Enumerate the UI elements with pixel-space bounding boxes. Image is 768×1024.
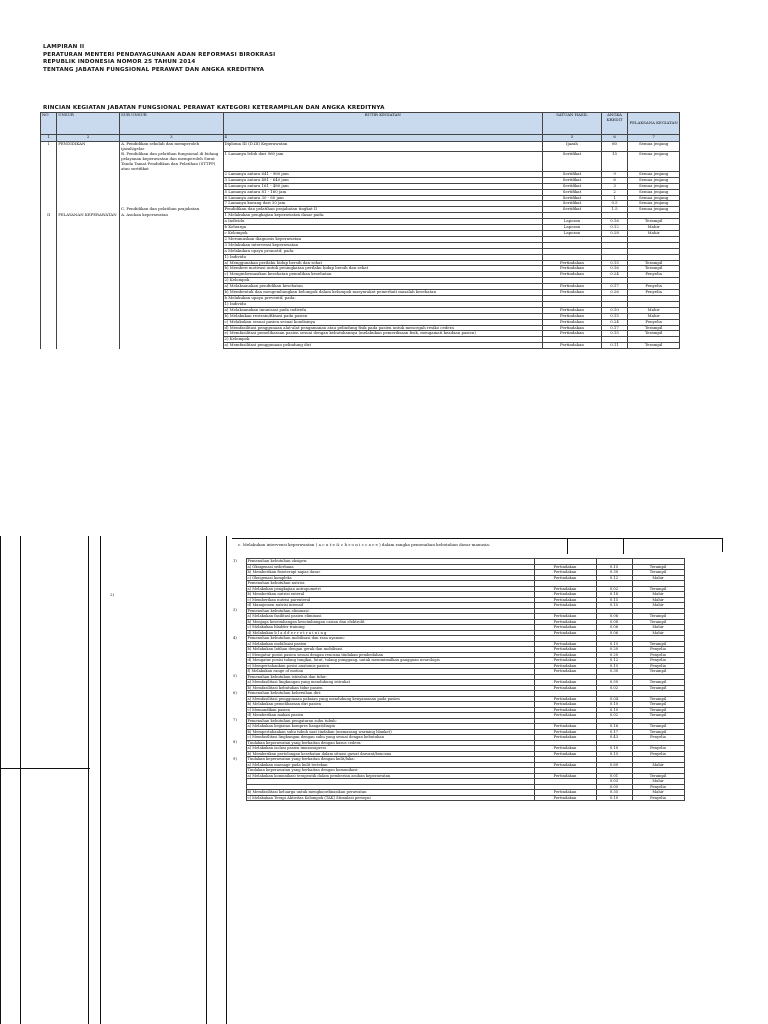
table-row — [41, 142, 680, 152]
cell-butir: Tindakan keperawatan yang berkaitan dengan kulit/luka: — [246, 757, 534, 763]
cell-pelaksana: Terampil — [632, 680, 684, 686]
cell-butir: Pemenuhan kebutuhan mobilisasi dan rasa nyaman: — [246, 636, 534, 642]
cell-butir: c Kelompok — [223, 231, 543, 237]
cell-angka-kredit: 0.02 — [596, 685, 632, 691]
cell-pelaksana: Terampil — [628, 260, 680, 266]
cell-butir: b) Melakukan pemeliharaan diri pasien — [246, 702, 534, 708]
cell-satuan: Pertindakan — [534, 795, 596, 801]
cell-satuan: Pertindakan — [543, 343, 602, 349]
cell-satuan: Pertindakan — [543, 319, 602, 325]
cell-angka-kredit: 0.15 — [596, 641, 632, 647]
document-header — [43, 44, 275, 74]
cell-pelaksana: Terampil — [632, 729, 684, 735]
cell-butir: a) Melakukan komunikasi terapeutik dalam pemberian asuhan keperawatan — [246, 773, 534, 779]
cell-satuan: Laporan — [543, 225, 602, 231]
cell-butir: a Individu — [223, 219, 543, 225]
cell-angka-kredit: 0.04 — [596, 696, 632, 702]
cell-butir: b) Menjaga keseimbangan keseimbangan cairan dan elektrolit — [246, 619, 534, 625]
cell-pelaksana: Mahir — [632, 625, 684, 631]
cell-pelaksana: Terampil — [632, 773, 684, 779]
cell-butir: d) Melakukan b l a d d e r r e t r a i n i n g — [246, 630, 534, 636]
cell-pelaksana: Semua jenjang — [628, 195, 680, 201]
col-num: 4 — [223, 135, 543, 142]
cell-pelaksana: Terampil — [628, 343, 680, 349]
cell-satuan: Pertindakan — [534, 729, 596, 735]
cell-angka-kredit: 0.24 — [601, 319, 627, 325]
cell-pelaksana: Penyelia — [632, 663, 684, 669]
cell-angka-kredit: 0.16 — [596, 724, 632, 730]
cell-pelaksana: Terampil — [632, 641, 684, 647]
cell-angka-kredit: 0.17 — [601, 284, 627, 290]
cell-angka-kredit: 0.5 — [601, 201, 627, 207]
cell-angka-kredit: 0.17 — [596, 729, 632, 735]
cell-sub-unsur: A. Pendidikan sekolah dan memperoleh ijazah/gelar — [120, 142, 223, 152]
cell-satuan: Sertifikat — [543, 171, 602, 177]
cell-satuan: Pertindakan — [534, 762, 596, 768]
cell-satuan: Pertindakan — [534, 619, 596, 625]
cell-pelaksana: Mahir — [628, 313, 680, 319]
cell-butir: a) Melakukan mobilisasi pasien — [246, 641, 534, 647]
cell-satuan: Pertindakan — [534, 751, 596, 757]
cell-pelaksana: Penyelia — [628, 290, 680, 296]
cell-pelaksana: Penyelia — [632, 735, 684, 741]
cell-mark: 7) — [233, 718, 237, 722]
cell-angka-kredit: 0.02 — [596, 713, 632, 719]
cell-butir: b) Membentuk dan mengembangkan kelompok dalam kelompok masyarakat pemerhati masalah kesehatan — [223, 290, 543, 296]
cell-butir: e) Mempertahankan posisi anatomis pasien — [246, 663, 534, 669]
cell-mark: 1) — [233, 558, 237, 563]
cell-angka-kredit: 0.10 — [596, 702, 632, 708]
cell-pelaksana: Mahir — [632, 630, 684, 636]
cell-satuan: Sertifikat — [543, 195, 602, 201]
table-row — [232, 795, 684, 801]
cell-angka-kredit: 0.16 — [601, 219, 627, 225]
cell-butir: Tindakan keperawatan yang berkaitan dengan komunikasi: — [246, 768, 534, 774]
cell-butir: c) Oksigenasi kompleks — [246, 575, 534, 581]
cell-butir: a) Melaksanakan pendidikan kesehatan — [223, 284, 543, 290]
cell-butir: a) Melakukan pengkajian antropometri — [246, 586, 534, 592]
cell-angka-kredit: 3 — [601, 183, 627, 189]
cell-satuan: Pertindakan — [534, 735, 596, 741]
cell-angka-kredit: 0.10 — [596, 746, 632, 752]
cell-pelaksana: Penyelia — [632, 652, 684, 658]
cell-butir: b) Melakukan latihan dengan gerak dan mobilisasi — [246, 647, 534, 653]
cell-butir: 2) Kelompok — [223, 337, 543, 343]
cell-satuan: Pertindakan — [534, 564, 596, 570]
cell-angka-kredit: 60 — [601, 142, 627, 152]
cell-satuan: Pertindakan — [534, 597, 596, 603]
cell-butir: Pemenuhan kebutuhan nutrisi: — [246, 581, 534, 587]
cell-pelaksana: Mahir — [628, 231, 680, 237]
cell-angka-kredit: 0.11 — [601, 343, 627, 349]
cell-butir: Pemenuhan kebutuhan eliminasi: — [246, 608, 534, 614]
cell-butir: b) Memfasilitasi keluarga untuk mengkoordinasikan perawatan — [246, 790, 534, 796]
cell-sub-unsur: B. Pendidikan dan pelatihan fungsional di bidang pelayanan keperawatan dan memperoleh Surat Tanda Tamat Pendidikan dan Pelatihan (STTPP) atau sertifikat — [120, 152, 223, 172]
cell-butir: b) Memfasilitasi kebutuhan tidur pasien — [246, 685, 534, 691]
cell-satuan: Sertifikat — [543, 183, 602, 189]
cell-pelaksana: Mahir — [632, 597, 684, 603]
cell-butir: a) Melakukan fasilitasi pasien eliminasi — [246, 614, 534, 620]
cell-satuan: Pertindakan — [534, 685, 596, 691]
cell-satuan: Pertindakan — [534, 680, 596, 686]
cell-butir: b) Memberikan nutrisi enteral — [246, 592, 534, 598]
cell-satuan: Pertindakan — [534, 592, 596, 598]
cell-butir: 7 Lamanya kurang dari 30 jam — [223, 201, 543, 207]
page2-table — [232, 558, 684, 801]
table-title: RINCIAN KEGIATAN JABATAN FUNGSIONAL PERAWAT KATEGORI KETERAMPILAN DAN ANGKA KREDITNYA — [43, 105, 385, 111]
cell-satuan: Pertindakan — [534, 630, 596, 636]
table-row — [41, 152, 680, 172]
cell-butir: c) Memfasilitasi lingkungan dengan suhu yang sesuai dengan kebutuhan — [246, 735, 534, 741]
cell-pelaksana: Mahir — [632, 779, 684, 785]
cell-butir: Pemenuhan kebutuhan oksigen: — [246, 559, 534, 565]
cell-butir: d) Memfasilitasi penggunaan alat-alat pengamanan atau pelindung fisik pada pasien untuk mencegah resiko cedera — [223, 325, 543, 331]
cell-satuan: Pertindakan — [534, 746, 596, 752]
cell-pelaksana: Semua jenjang — [628, 207, 680, 213]
cell-butir: 2 Merumuskan diagnosis keperawatan — [223, 236, 543, 242]
cell-angka-kredit: 9 — [601, 171, 627, 177]
cell-angka-kredit: 0.05 — [596, 784, 632, 790]
cell-pelaksana: Penyelia — [628, 272, 680, 278]
cell-pelaksana: Terampil — [632, 614, 684, 620]
cell-butir: Pemenuhan kebutuhan istirahat dan tidur: — [246, 674, 534, 680]
cell-satuan: Sertifikat — [543, 189, 602, 195]
cell-satuan: Pertindakan — [543, 260, 602, 266]
cell-satuan: Pertindakan — [534, 586, 596, 592]
cell-butir: Pemenuhan kebutuhan pengaturan suhu tubuh: — [246, 718, 534, 724]
cell-pelaksana: Terampil — [628, 266, 680, 272]
cell-butir: a Melakukan upaya promotif, pada: — [223, 248, 543, 254]
cell-angka-kredit: 0.20 — [596, 652, 632, 658]
table-row — [41, 343, 680, 349]
cell-satuan: Pertindakan — [543, 290, 602, 296]
cell-angka-kredit: 15 — [601, 152, 627, 172]
cell-angka-kredit: 0.15 — [596, 751, 632, 757]
col-num: 2 — [57, 135, 120, 142]
cell-butir: a) Melaksanakan imunisasi pada individu — [223, 307, 543, 313]
cell-butir: Pemenuhan kebutuhan kebersihan diri: — [246, 691, 534, 697]
cell-butir: e) Memfasilitasi pemeliharaan pasien sesuai dengan kebutuhannya (melakukan pemeriksaan fisik, mengamati keadaan pasien) — [223, 331, 543, 337]
cell-pelaksana: Penyelia — [632, 746, 684, 752]
cell-butir: 5 Lamanya antara 81 - 160 jam — [223, 189, 543, 195]
cell-satuan: Pertindakan — [534, 724, 596, 730]
cell-butir: a) Melakukan isolasi pasien imunosupresi — [246, 746, 534, 752]
cell-mark: 9) — [233, 756, 237, 761]
cell-pelaksana: Terampil — [632, 586, 684, 592]
col-unsur: UNSUR — [57, 113, 120, 135]
cell-angka-kredit: 0.06 — [596, 614, 632, 620]
cell-angka-kredit: 6 — [601, 177, 627, 183]
cell-butir: 1 Melakukan pengkajian keperawatan dasar pada: — [223, 213, 543, 219]
cell-butir: c) Menginformasikan kesehatan pemulihan kesehatan — [223, 272, 543, 278]
cell-butir: 1) Individu — [223, 254, 543, 260]
cell-satuan: Pertindakan — [534, 773, 596, 779]
cell-butir: d) Memberikan makan pasien — [246, 713, 534, 719]
cell-butir: f) Melakukan range of motion — [246, 669, 534, 675]
cell-pelaksana: Semua jenjang — [628, 152, 680, 172]
cell-pelaksana: Penyelia — [632, 647, 684, 653]
col-num: 5 — [543, 135, 602, 142]
cell-satuan: Laporan — [543, 231, 602, 237]
cell-pelaksana: Penyelia — [628, 319, 680, 325]
cell-satuan: Pertindakan — [543, 325, 602, 331]
col-num: 6 — [601, 135, 627, 142]
cell-satuan: Pertindakan — [534, 790, 596, 796]
cell-butir: 4 Lamanya antara 161 - 480 jam — [223, 183, 543, 189]
cell-no: I — [41, 142, 57, 152]
cell-angka-kredit: 0.10 — [601, 307, 627, 313]
cell-angka-kredit: 0.02 — [596, 586, 632, 592]
cell-satuan: Pertindakan — [534, 652, 596, 658]
header-line-4: TENTANG JABATAN FUNGSIONAL PERAWAT DAN ANGKA KREDITNYA — [43, 66, 265, 73]
cell-unsur — [57, 152, 120, 172]
cell-pelaksana: Penyelia — [632, 751, 684, 757]
page2-intro: c. Melakukan intervensi keperawatan ( a c u t e & c h r o n i c c a r e ) dalam rangka pemenuhan kebutuhan dasar manusia: — [238, 542, 491, 547]
cell-pelaksana: Terampil — [628, 325, 680, 331]
cell-sub-unsur: C. Pendidikan dan pelatihan prajabatan — [120, 207, 223, 213]
col-num: 7 — [628, 135, 680, 142]
cell-butir: c) Melakukan Terapi Aktivitas Kelompok (TAK) Stimulasi persepsi — [246, 795, 534, 801]
cell-mark — [232, 795, 246, 801]
cell-satuan: Pertindakan — [543, 266, 602, 272]
side-label: 2) — [110, 592, 115, 597]
cell-satuan: Sertifikat — [543, 207, 602, 213]
cell-butir: b Keluarga — [223, 225, 543, 231]
cell-pelaksana: Semua jenjang — [628, 171, 680, 177]
cell-angka-kredit: 0.17 — [601, 325, 627, 331]
cell-pelaksana: Mahir — [632, 790, 684, 796]
col-no: NO — [41, 113, 57, 135]
cell-satuan: Pertindakan — [534, 702, 596, 708]
page-2 — [0, 530, 768, 1024]
cell-pelaksana: Terampil — [632, 619, 684, 625]
cell-butir: b) Memberikan fisioterapi napas dasar — [246, 570, 534, 576]
cell-pelaksana: Semua jenjang — [628, 177, 680, 183]
cell-angka-kredit: 0.12 — [601, 225, 627, 231]
cell-butir: a) Memfasilitasi lingkungan yang mendukung istirahat — [246, 680, 534, 686]
cell-pelaksana: Terampil — [632, 570, 684, 576]
cell-butir: Pendidikan dan pelatihan prajabatan tingkat II — [223, 207, 543, 213]
cell-angka-kredit: 0.06 — [596, 630, 632, 636]
cell-satuan: Pertindakan — [534, 625, 596, 631]
cell-sub-unsur — [120, 343, 223, 349]
cell-pelaksana: Mahir — [632, 575, 684, 581]
cell-mark: 3) — [233, 608, 237, 612]
cell-satuan: Pertindakan — [534, 647, 596, 653]
header-line-2: PERATURAN MENTERI PENDAYAGUNAAN ADAN REFORMASI BIROKRASI — [43, 51, 276, 58]
cell-satuan: Pertindakan — [543, 284, 602, 290]
cell-angka-kredit: 0.16 — [601, 266, 627, 272]
cell-angka-kredit: 0.24 — [601, 272, 627, 278]
cell-butir: 2) Kelompok — [223, 278, 543, 284]
cell-angka-kredit: 0.01 — [596, 773, 632, 779]
cell-unsur: PENDIDIKAN — [57, 142, 120, 152]
cell-no — [41, 152, 57, 172]
cell-satuan: Pertindakan — [543, 331, 602, 337]
cell-pelaksana: Penyelia — [632, 784, 684, 790]
cell-butir: 2 Lamanya antara 641 - 960 jam — [223, 171, 543, 177]
cell-angka-kredit: 0.60 — [596, 762, 632, 768]
cell-angka-kredit: 0.15 — [601, 313, 627, 319]
cell-butir: b) Mempertahankan suhu tubuh saat tindakan (memasang warming blanket) — [246, 729, 534, 735]
cell-mark: 6) — [233, 690, 237, 695]
cell-butir: c) Mengatur posisi pasien sesuai dengan rencana tindakan pembedahan — [246, 652, 534, 658]
col-satuan: SATUAN HASIL — [543, 113, 602, 135]
cell-butir: a) Melakukan massage pada kulit tertekan — [246, 762, 534, 768]
col-num: 3 — [120, 135, 223, 142]
cell-butir: 1 Lamanya lebih dari 960 jam — [223, 152, 543, 172]
cell-unsur — [57, 343, 120, 349]
activity-table — [40, 112, 680, 349]
cell-unsur: PELAYANAN KEPERAWATAN — [57, 213, 120, 219]
cell-angka-kredit: 0.15 — [601, 331, 627, 337]
cell-butir: d) Mengatur posisi tulang tungkai, lutut, tulang punggung, untuk meminimalkan gangguan neurologis — [246, 658, 534, 664]
cell-pelaksana: Terampil — [628, 219, 680, 225]
cell-satuan: Pertindakan — [543, 272, 602, 278]
col-sub-unsur: SUB UNSUR — [120, 113, 223, 135]
cell-pelaksana: Terampil — [632, 713, 684, 719]
cell-pelaksana: Terampil — [632, 685, 684, 691]
cell-satuan: Pertindakan — [534, 570, 596, 576]
cell-butir: 3 Lamanya antara 481 - 640 jam — [223, 177, 543, 183]
cell-angka-kredit: 1 — [601, 195, 627, 201]
cell-no: II — [41, 213, 57, 219]
cell-butir: b) Memberikan pertolongan kesehatan dalam situasi gawat darurat/bencana — [246, 751, 534, 757]
cell-angka-kredit: 2 — [601, 189, 627, 195]
cell-satuan: Pertindakan — [534, 603, 596, 609]
cell-butir: a) Memfasilitasi penggunaan pelindung diri — [223, 343, 543, 349]
cell-butir: c) Melakukan sesuai pasien sesuai kondisinya — [223, 319, 543, 325]
cell-satuan: Sertifikat — [543, 177, 602, 183]
cell-satuan: Pertindakan — [534, 669, 596, 675]
cell-pelaksana: Semua jenjang — [628, 189, 680, 195]
cell-pelaksana: Semua jenjang — [628, 142, 680, 152]
col-butir: BUTIR KEGIATAN — [223, 113, 543, 135]
cell-angka-kredit: 0.15 — [601, 260, 627, 266]
cell-angka-kredit: 0.26 — [601, 290, 627, 296]
cell-butir: a) Memfasilitasi penggunaan pakaian yang mendukung kenyamanan pada pasien — [246, 696, 534, 702]
cell-pelaksana: Terampil — [632, 669, 684, 675]
cell-satuan: Pertindakan — [534, 696, 596, 702]
header-line-3: REPUBLIK INDONESIA NOMOR 25 TAHUN 2014 — [43, 59, 196, 66]
cell-satuan: Pertindakan — [543, 307, 602, 313]
cell-pelaksana: Mahir — [632, 592, 684, 598]
cell-angka-kredit: 0.15 — [596, 564, 632, 570]
cell-satuan: Ijazah — [543, 142, 602, 152]
cell-butir: c) Memberikan nutrisi parenteral — [246, 597, 534, 603]
cell-butir: b) Memberi motivasi untuk peningkatan perilaku hidup bersih dan sehat — [223, 266, 543, 272]
cell-butir: Diploma III (D.III) Keperawatan — [223, 142, 543, 152]
cell-angka-kredit: 0.50 — [596, 680, 632, 686]
cell-pelaksana: Terampil — [632, 702, 684, 708]
cell-pelaksana: Terampil — [632, 707, 684, 713]
cell-pelaksana: Mahir — [632, 603, 684, 609]
cell-angka-kredit: 1.5 — [601, 207, 627, 213]
cell-sub-unsur: A. Asuhan keperawatan — [120, 213, 223, 219]
cell-mark: 4) — [233, 635, 237, 640]
cell-butir: Tindakan keperawatan yang berkaitan dengan kasus cedera: — [246, 740, 534, 746]
col-num: 1 — [41, 135, 57, 142]
header-line-1: LAMPIRAN II — [43, 44, 85, 50]
cell-angka-kredit: 0.15 — [596, 663, 632, 669]
cell-satuan: Pertindakan — [534, 641, 596, 647]
cell-butir: c) Memandikan pasien — [246, 707, 534, 713]
cell-no — [41, 343, 57, 349]
cell-angka-kredit: 0.12 — [596, 658, 632, 664]
cell-angka-kredit: 0.18 — [596, 592, 632, 598]
cell-angka-kredit: 0.30 — [596, 570, 632, 576]
cell-pelaksana: Terampil — [628, 331, 680, 337]
cell-satuan: Pertindakan — [534, 658, 596, 664]
cell-satuan: Pertindakan — [534, 713, 596, 719]
cell-pelaksana: Semua jenjang — [628, 201, 680, 207]
cell-pelaksana: Semua jenjang — [628, 183, 680, 189]
cell-pelaksana: Mahir — [628, 225, 680, 231]
col-angka: ANGKA KREDIT — [601, 113, 627, 135]
cell-angka-kredit: 0.12 — [596, 575, 632, 581]
cell-pelaksana: Penyelia — [632, 795, 684, 801]
cell-angka-kredit: 0.06 — [596, 625, 632, 631]
cell-mark: 8) — [233, 740, 237, 744]
cell-angka-kredit: 0.15 — [596, 603, 632, 609]
col-pelaksana: PELAKSANA KEGIATAN — [628, 113, 680, 135]
cell-pelaksana: Mahir — [628, 307, 680, 313]
cell-butir: 1) Individu — [223, 301, 543, 307]
cell-butir: d) Manajemen nutrisi intensif — [246, 603, 534, 609]
cell-pelaksana: Terampil — [632, 564, 684, 570]
cell-pelaksana: Penyelia — [628, 284, 680, 290]
cell-satuan: Pertindakan — [543, 313, 602, 319]
cell-pelaksana: Terampil — [632, 724, 684, 730]
cell-angka-kredit: 0.20 — [596, 647, 632, 653]
cell-angka-kredit: 0.15 — [596, 597, 632, 603]
cell-butir: b Melakukan upaya preventif, pada: — [223, 295, 543, 301]
cell-satuan: Pertindakan — [534, 663, 596, 669]
cell-pelaksana: Mahir — [632, 762, 684, 768]
cell-satuan: Laporan — [543, 219, 602, 225]
cell-satuan: Pertindakan — [534, 575, 596, 581]
cell-butir: a) Oksigenasi sederhana — [246, 564, 534, 570]
cell-butir: a) Melakukan kegiatan kompres hangat/dingin — [246, 724, 534, 730]
cell-angka-kredit: 0.43 — [596, 735, 632, 741]
cell-mark: 5) — [233, 674, 237, 678]
cell-satuan: Sertifikat — [543, 152, 602, 172]
cell-satuan: Pertindakan — [534, 614, 596, 620]
cell-satuan: Sertifikat — [543, 201, 602, 207]
cell-angka-kredit: 0.10 — [596, 795, 632, 801]
cell-angka-kredit: 0.08 — [596, 619, 632, 625]
cell-butir: 3 Melakukan intervensi keperawatan — [223, 242, 543, 248]
cell-pelaksana: Terampil — [632, 696, 684, 702]
cell-butir: 6 Lamanya antara 30 - 80 jam — [223, 195, 543, 201]
cell-butir: c) Melakukan bladder training — [246, 625, 534, 631]
cell-satuan: Pertindakan — [534, 707, 596, 713]
cell-angka-kredit: 0.30 — [596, 669, 632, 675]
cell-angka-kredit: 0.10 — [596, 707, 632, 713]
cell-butir: b) Melakukan restrain/fiksasi pada pasien — [223, 313, 543, 319]
cell-pelaksana: Penyelia — [632, 658, 684, 664]
cell-angka-kredit: 0.35 — [596, 790, 632, 796]
cell-butir: a) Menggunakan perilaku hidup bersih dan sehat — [223, 260, 543, 266]
cell-angka-kredit: 0.03 — [596, 779, 632, 785]
cell-angka-kredit: 0.28 — [601, 231, 627, 237]
